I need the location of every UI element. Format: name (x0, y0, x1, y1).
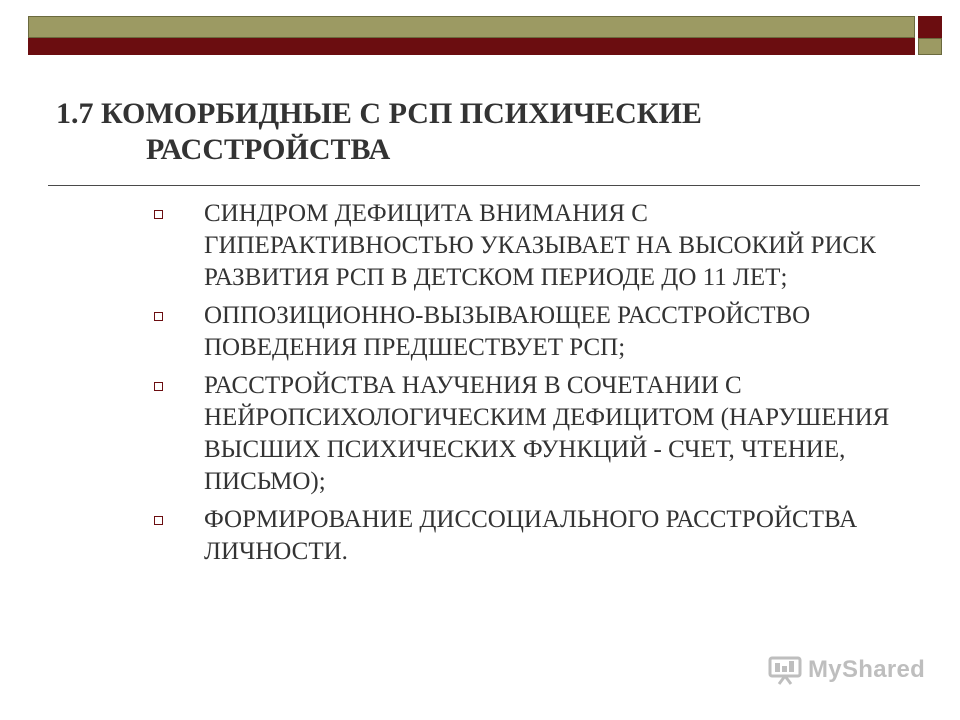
hollow-square-icon (154, 516, 163, 525)
watermark-text: MyShared (808, 656, 926, 683)
presentation-board-icon (768, 655, 802, 685)
header-band-olive (28, 16, 915, 38)
slide-title-line1: 1.7 КОМОРБИДНЫЕ С РСП ПСИХИЧЕСКИЕ (56, 97, 702, 130)
hollow-square-icon (154, 382, 163, 391)
slide-title-line2: РАССТРОЙСТВА (146, 133, 391, 166)
header-band-maroon (28, 38, 915, 55)
bullet-text: СИНДРОМ ДЕФИЦИТА ВНИМАНИЯ С ГИПЕРАКТИВНОСТЬЮ УКАЗЫВАЕТ НА ВЫСОКИЙ РИСК РАЗВИТИЯ РСП В ДЕТСКОМ ПЕРИОДЕ ДО 11 ЛЕТ; (204, 200, 876, 291)
slide-title (56, 96, 876, 168)
hollow-square-icon (154, 312, 163, 321)
header-square-maroon (918, 16, 942, 38)
bullet-text: РАССТРОЙСТВА НАУЧЕНИЯ В СОЧЕТАНИИ С НЕЙРОПСИХОЛОГИЧЕСКИМ ДЕФИЦИТОМ (НАРУШЕНИЯ ВЫСШИХ ПСИХИЧЕСКИХ ФУНКЦИЙ - СЧЕТ, ЧТЕНИЕ, ПИСЬМО); (204, 372, 890, 495)
header-square-olive (918, 38, 942, 55)
hollow-square-icon (154, 210, 163, 219)
bullet-item (150, 300, 890, 364)
bullet-text: ФОРМИРОВАНИЕ ДИССОЦИАЛЬНОГО РАССТРОЙСТВА ЛИЧНОСТИ. (204, 506, 858, 565)
bullet-item (150, 370, 890, 498)
bullet-item (150, 198, 890, 294)
bullet-item (150, 504, 890, 568)
watermark (768, 655, 925, 685)
bullet-text: ОППОЗИЦИОННО-ВЫЗЫВАЮЩЕЕ РАССТРОЙСТВО ПОВЕДЕНИЯ ПРЕДШЕСТВУЕТ РСП; (204, 302, 811, 361)
bullet-list (150, 198, 890, 574)
title-divider (48, 185, 920, 186)
